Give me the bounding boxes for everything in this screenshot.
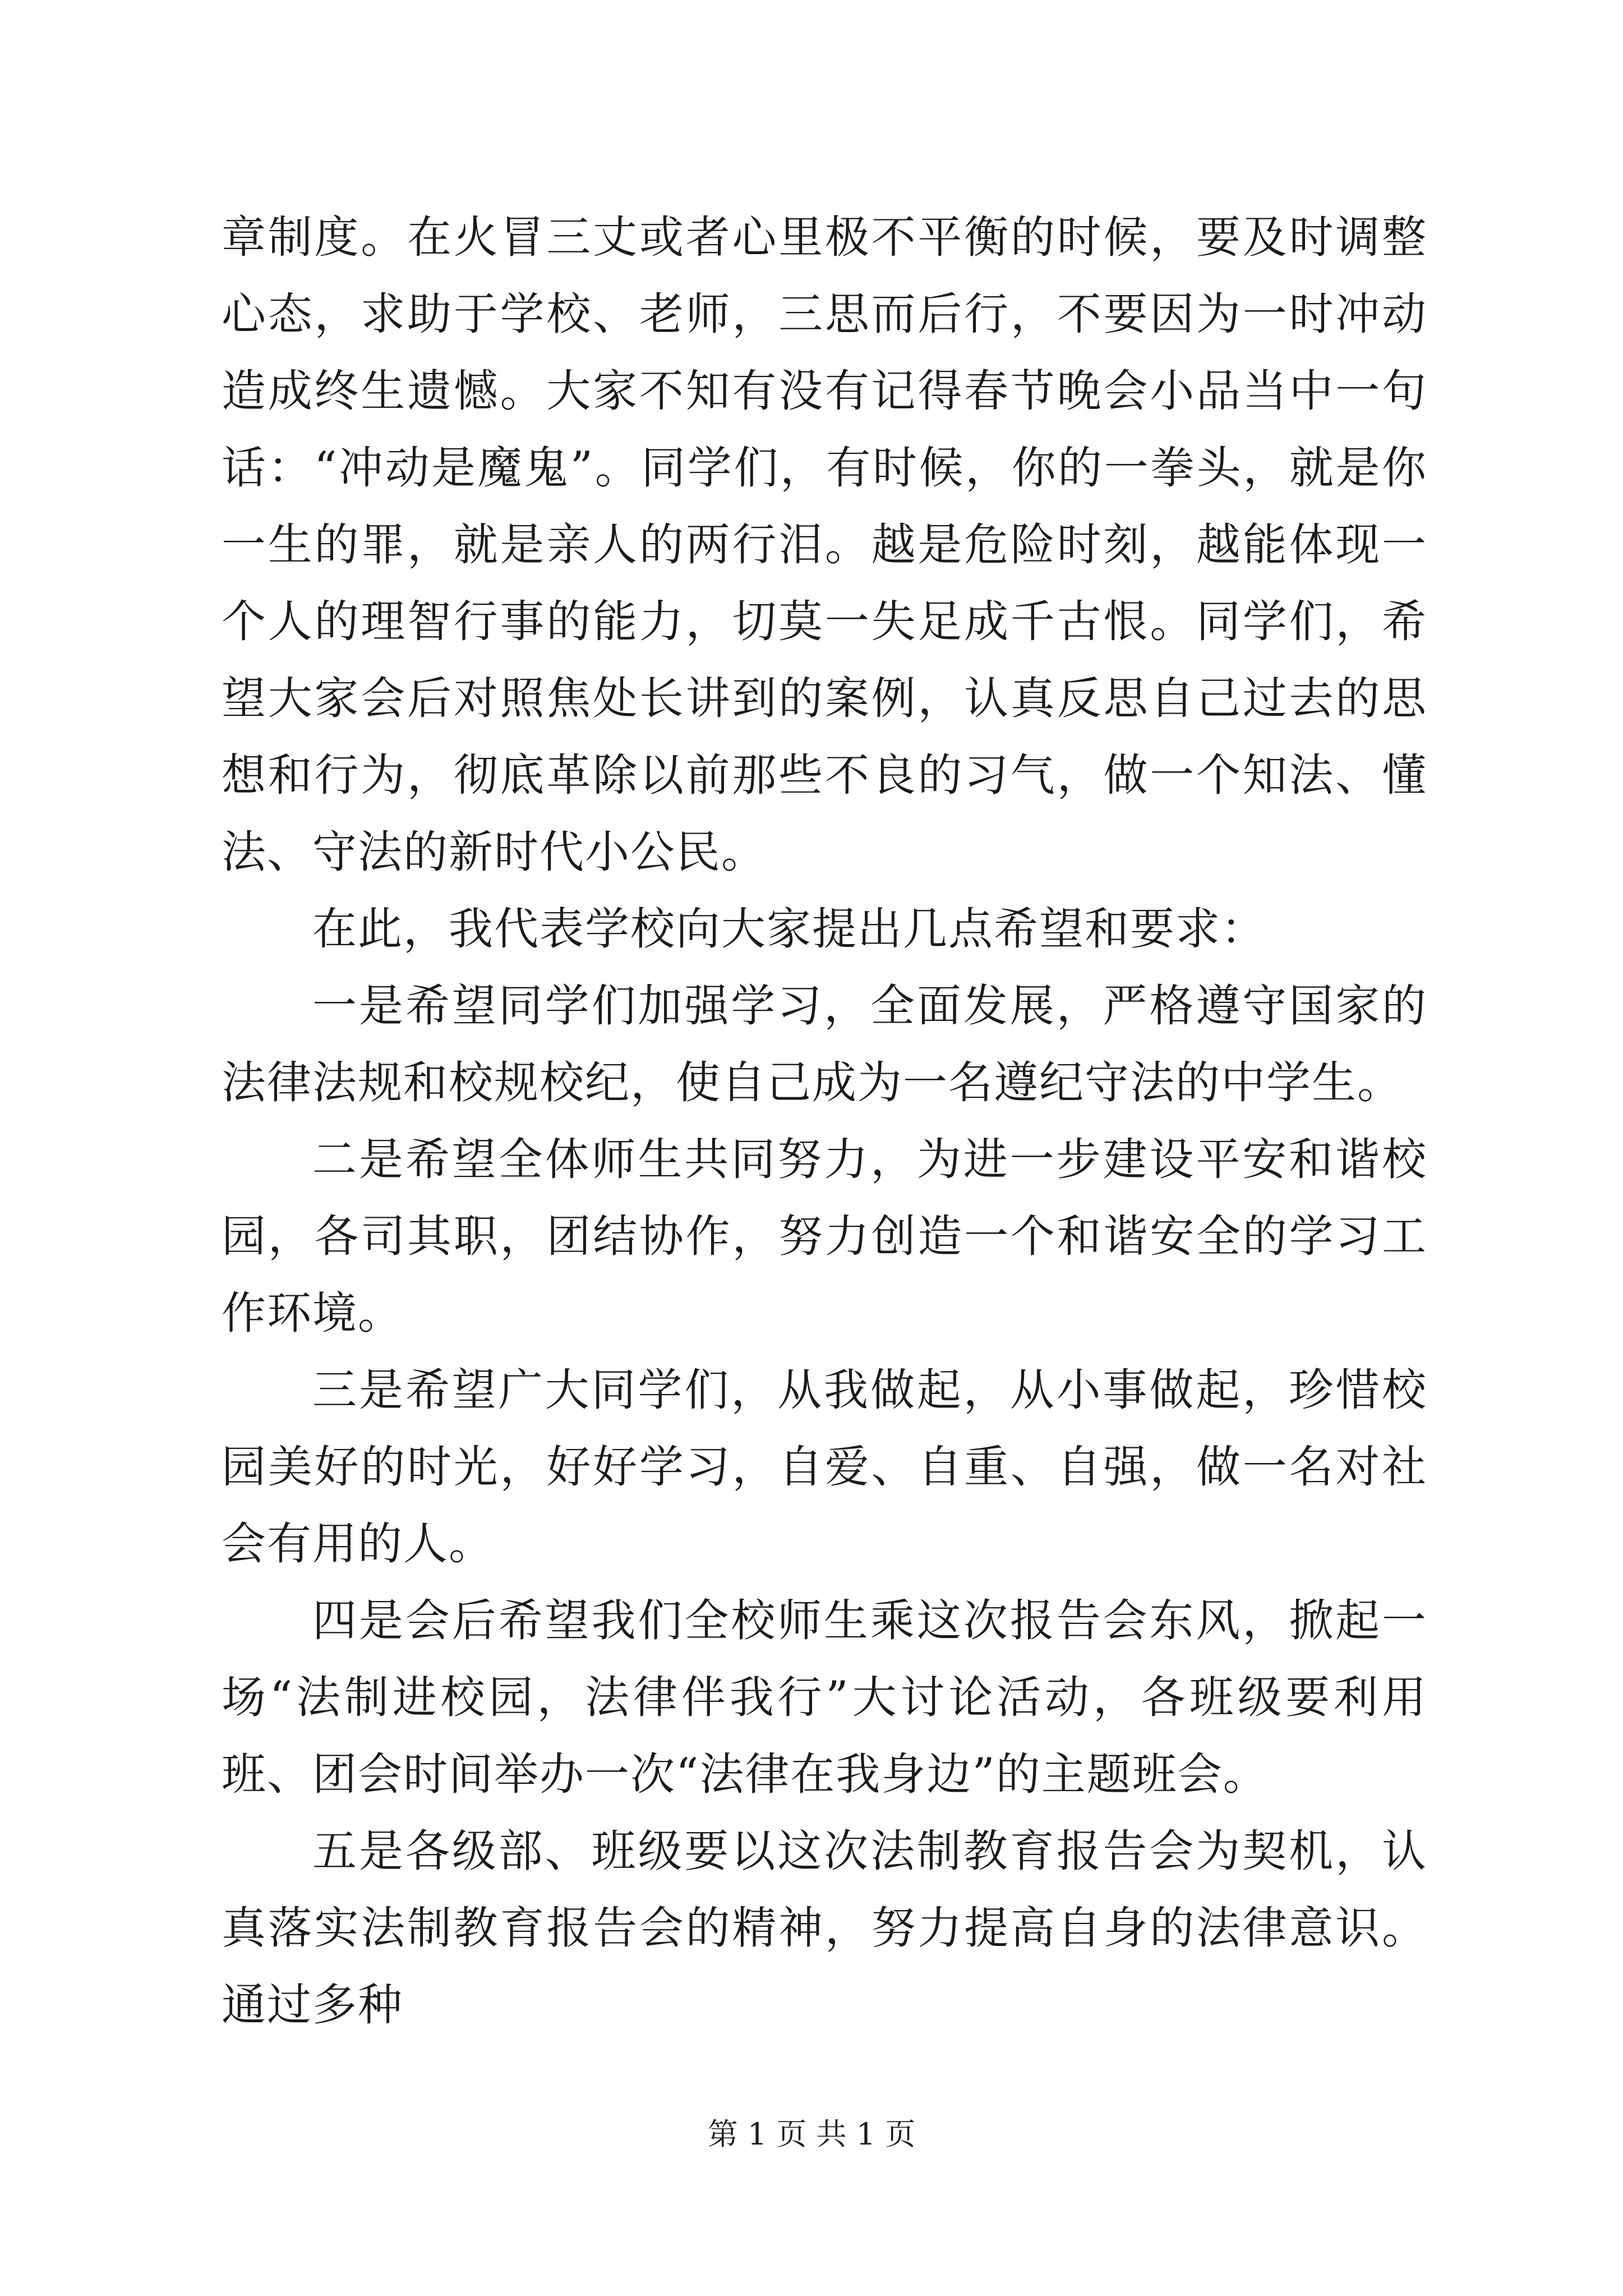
document-body — [222, 199, 1427, 2044]
page-number-label: 第 1 页 共 1 页 — [707, 2116, 916, 2152]
paragraph-request-5: 五是各级部、班级要以这次法制教育报告会为契机，认真落实法制教育报告会的精神，努力提高自身的法律意识。通过多种 — [222, 1825, 1427, 2031]
paragraph-request-1: 一是希望同学们加强学习，全面发展，严格遵守国家的法律法规和校规校纪，使自己成为一名遵纪守法的中学生。 — [222, 980, 1427, 1108]
paragraph-intro-requests: 在此，我代表学校向大家提出几点希望和要求： — [312, 903, 1266, 955]
paragraph-request-2: 二是希望全体师生共同努力，为进一步建设平安和谐校园，各司其职，团结协作，努力创造一个和谐安全的学习工作环境。 — [222, 1134, 1427, 1339]
paragraph-request-4: 四是会后希望我们全校师生乘这次报告会东风，掀起一场“法制进校园，法律伴我行”大讨论活动，各班级要利用班、团会时间举办一次“法律在我身边”的主题班会。 — [222, 1595, 1427, 1800]
paragraph-request-3: 三是希望广大同学们，从我做起，从小事做起，珍惜校园美好的时光，好好学习，自爱、自重、自强，做一名对社会有用的人。 — [222, 1364, 1427, 1570]
page-footer — [0, 2115, 1623, 2154]
paragraph-continuation: 章制度。在火冒三丈或者心里极不平衡的时候，要及时调整心态，求助于学校、老师，三思而后行，不要因为一时冲动造成终生遗憾。大家不知有没有记得春节晚会小品当中一句话：“冲动是魔鬼”。同学们，有时候，你的一拳头，就是你一生的罪，就是亲人的两行泪。越是危险时刻，越能体现一个人的理智行事的能力，切莫一失足成千古恨。同学们，希望大家会后对照焦处长讲到的案例，认真反思自己过去的思想和行为，彻底革除以前那些不良的习气，做一个知法、懂法、守法的新时代小公民。 — [222, 211, 1427, 878]
